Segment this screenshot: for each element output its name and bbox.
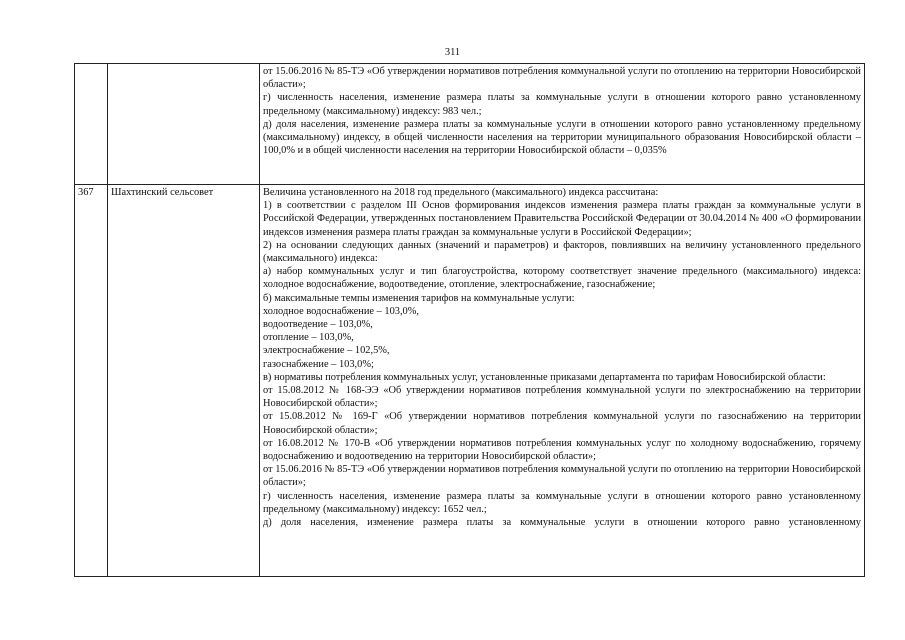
paragraph: г) численность населения, изменение размера платы за коммунальные услуги в отношении которого равно установленному предельному (максимальному) индексу: 983 чел.; xyxy=(263,92,861,117)
page-number: 311 xyxy=(444,47,461,58)
paragraph: от 15.08.2012 № 168-ЭЭ «Об утверждении нормативов потребления коммунальной услуги по электроснабжению на территории Новосибирской области»; xyxy=(263,385,861,410)
paragraph: 2) на основании следующих данных (значений и параметров) и факторов, повлиявших на величину установленного предельного (максимального) индекса: xyxy=(263,239,861,265)
municipality-name-cell: Шахтинский сельсовет xyxy=(108,185,260,577)
paragraph: газоснабжение – 103,0%; xyxy=(263,358,374,370)
paragraph: электроснабжение – 102,5%, xyxy=(263,345,390,357)
municipality-name-cell xyxy=(108,64,260,185)
paragraph: д) доля населения, изменение размера платы за коммунальные услуги в отношении которого равно установленному предельному (максимальному) индексу, в общей численности населения на территории муниципального образования Новосибирской области – 100,0% и в общей численности населения на территории Новосибирской области – 0,035% xyxy=(263,118,861,157)
paragraph: в) нормативы потребления коммунальных услуг, установленные приказами департамента по тарифам Новосибирской области: xyxy=(263,371,826,383)
paragraph: холодное водоснабжение – 103,0%, xyxy=(263,305,420,317)
paragraph: а) набор коммунальных услуг и тип благоустройства, которому соответствует значение предельного (максимального) индекса: холодное водоснабжение, водоотведение, отопление, электроснабжение, газоснабжение; xyxy=(263,266,861,291)
paragraph: д) доля населения, изменение размера платы за коммунальные услуги в отношении которого равно установленному xyxy=(263,517,861,529)
description-cell xyxy=(260,64,865,185)
table-row xyxy=(75,64,865,185)
row-number-cell: 367 xyxy=(75,185,108,577)
paragraph: от 16.08.2012 № 170-В «Об утверждении нормативов потребления коммунальных услуг по холодному водоснабжению, горячему водоснабжению и водоотведению на территории Новосибирской области»; xyxy=(263,437,861,463)
paragraph: от 15.06.2016 № 85-ТЭ «Об утверждении нормативов потребления коммунальной услуги по отоплению на территории Новосибирской области»; xyxy=(263,464,861,489)
paragraph: 1) в соответствии с разделом III Основ формирования индексов изменения размера платы граждан за коммунальные услуги в Российской Федерации, утвержденных постановлением Правительства Российской Федерации от 30.04.2014 № 400 «О формировании индексов изменения размера платы граждан за коммунальные услуги в Российской Федерации»; xyxy=(263,200,861,238)
document-table xyxy=(74,63,865,577)
paragraph: водоотведение – 103,0%, xyxy=(263,319,373,331)
paragraph: от 15.06.2016 № 85-ТЭ «Об утверждении нормативов потребления коммунальной услуги по отоплению на территории Новосибирской области»; xyxy=(263,66,861,91)
paragraph: отопление – 103,0%, xyxy=(263,332,354,344)
paragraph: г) численность населения, изменение размера платы за коммунальные услуги в отношении которого равно установленному предельному (максимальному) индексу: 1652 чел.; xyxy=(263,490,861,515)
paragraph: Величина установленного на 2018 год предельного (максимального) индекса рассчитана: xyxy=(263,187,659,198)
table-row xyxy=(75,185,865,577)
description-cell xyxy=(260,185,865,577)
paragraph: б) максимальные темпы изменения тарифов на коммунальные услуги: xyxy=(263,292,575,304)
row-number-cell xyxy=(75,64,108,185)
paragraph: от 15.08.2012 № 169-Г «Об утверждении нормативов потребления коммунальной услуги по газоснабжению на территории Новосибирской области»; xyxy=(263,411,861,436)
